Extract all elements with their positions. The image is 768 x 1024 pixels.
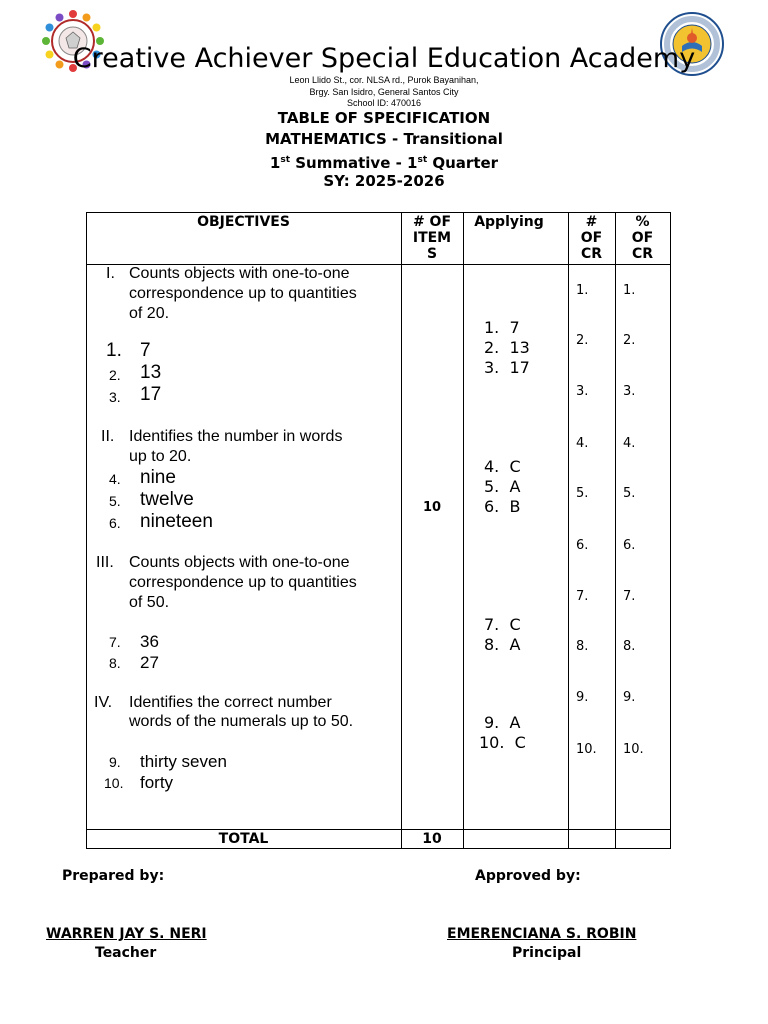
school-id: School ID: 470016 bbox=[346, 98, 422, 108]
cr-percent: 5. bbox=[623, 486, 636, 501]
cr-percent: 2. bbox=[623, 333, 636, 348]
cr-number: 4. bbox=[576, 436, 589, 451]
cr-percent: 10. bbox=[623, 742, 644, 757]
total-value: 10 bbox=[422, 831, 442, 847]
preparer-name: WARREN JAY S. NERI bbox=[46, 926, 207, 942]
cr-number: 5. bbox=[576, 486, 589, 501]
cr-number: 6. bbox=[576, 538, 589, 553]
cr-percent: 8. bbox=[623, 639, 636, 654]
cr-percent: 6. bbox=[623, 538, 636, 553]
cr-number: 8. bbox=[576, 639, 589, 654]
answer-key: 7. C bbox=[484, 615, 521, 634]
cr-percent: 1. bbox=[623, 283, 636, 298]
answer-key: 5. A bbox=[484, 477, 521, 496]
subject-title: MATHEMATICS - Transitional bbox=[265, 130, 503, 148]
answer-key: 1. 7 bbox=[484, 318, 520, 337]
cr-number: 9. bbox=[576, 690, 589, 705]
document-title: TABLE OF SPECIFICATION bbox=[277, 109, 491, 127]
cr-number: 3. bbox=[576, 384, 589, 399]
answer-key: 4. C bbox=[484, 457, 521, 476]
address-line-2: Brgy. San Isidro, General Santos City bbox=[309, 87, 459, 97]
cr-number: 10. bbox=[576, 742, 597, 757]
answer-key: 8. A bbox=[484, 635, 521, 654]
approver-role: Principal bbox=[512, 945, 582, 961]
school-name: Creative Achiever Special Education Academy bbox=[72, 43, 696, 74]
answer-key: 2. 13 bbox=[484, 338, 530, 357]
answer-key: 6. B bbox=[484, 497, 521, 516]
header-percent-of-cr: % OF CR bbox=[631, 214, 654, 262]
answer-key: 3. 17 bbox=[484, 358, 530, 377]
prepared-by-label: Prepared by: bbox=[62, 868, 165, 884]
cr-number: 2. bbox=[576, 333, 589, 348]
preparer-role: Teacher bbox=[95, 945, 157, 961]
cr-percent: 4. bbox=[623, 436, 636, 451]
address-line-1: Leon Llido St., cor. NLSA rd., Purok Bayanihan, bbox=[289, 75, 479, 85]
header-objectives: OBJECTIVES bbox=[197, 214, 290, 230]
answer-key: 9. A bbox=[484, 713, 521, 732]
answer-key: 10. C bbox=[479, 733, 526, 752]
assessment-title: 1st Summative - 1st Quarter bbox=[269, 154, 499, 172]
school-year: SY: 2025-2026 bbox=[323, 172, 445, 190]
header-number-of-cr: # OF CR bbox=[580, 214, 603, 262]
total-label: TOTAL bbox=[218, 831, 269, 847]
cr-percent: 7. bbox=[623, 589, 636, 604]
cr-number: 1. bbox=[576, 283, 589, 298]
approved-by-label: Approved by: bbox=[475, 868, 581, 884]
cr-number: 7. bbox=[576, 589, 589, 604]
header-number-of-items: # OF ITEM S bbox=[412, 214, 452, 262]
cr-percent: 3. bbox=[623, 384, 636, 399]
header-applying: Applying bbox=[474, 214, 544, 230]
cr-percent: 9. bbox=[623, 690, 636, 705]
approver-name: EMERENCIANA S. ROBIN bbox=[447, 926, 637, 942]
items-count: 10 bbox=[422, 500, 442, 515]
